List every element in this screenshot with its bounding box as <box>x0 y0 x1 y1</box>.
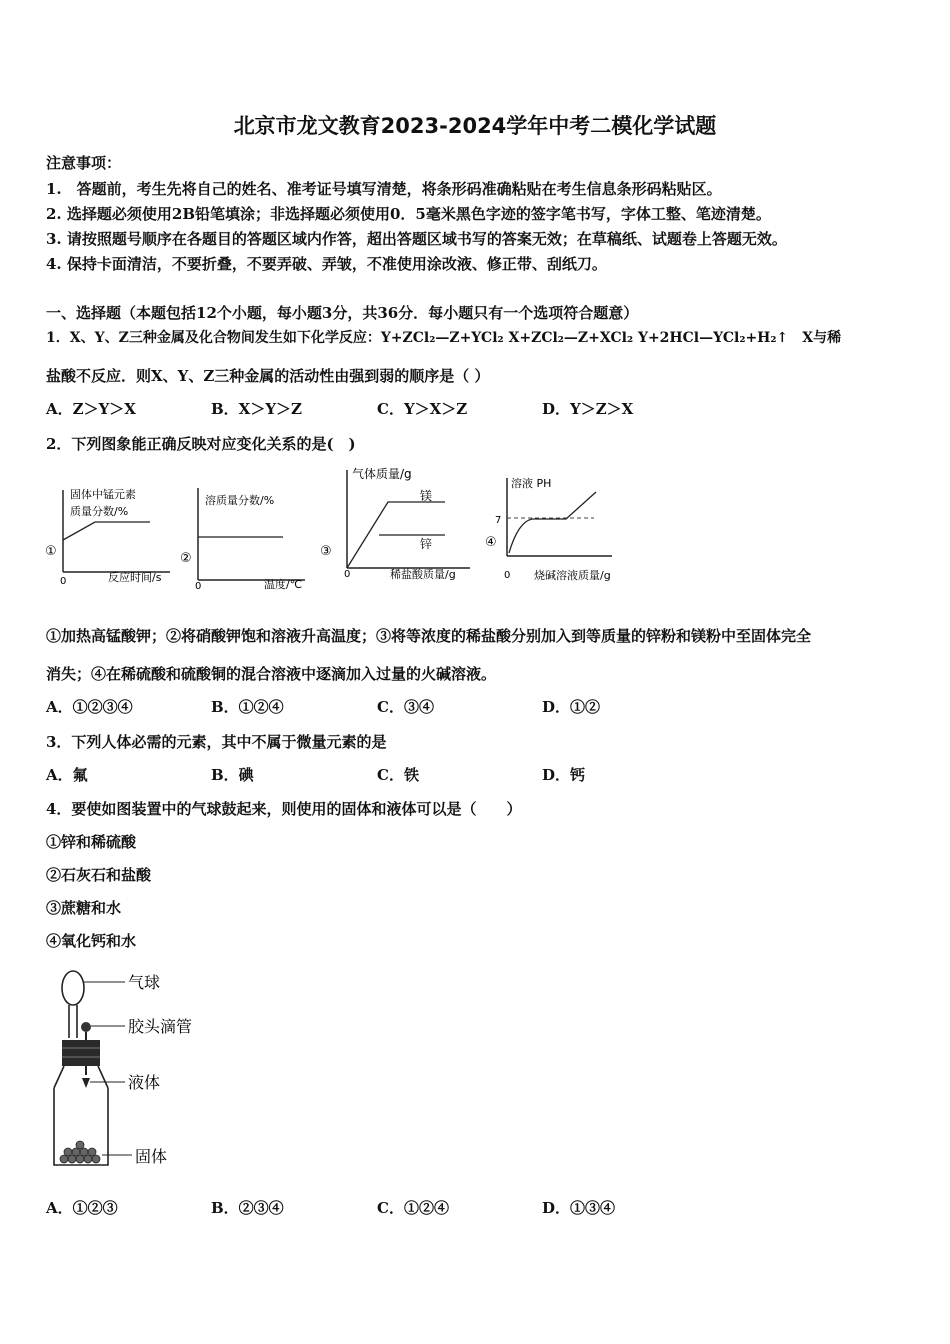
q3-stem: 3．下列人体必需的元素，其中不属于微量元素的是 <box>46 733 387 751</box>
q4-option-b[interactable]: B．②③④ <box>211 1199 284 1217</box>
label-liquid: 液体 <box>128 1073 161 1092</box>
graph-3-number: ③ <box>320 544 332 559</box>
graph-4-number: ④ <box>485 535 497 550</box>
page-title: 北京市龙文教育2023-2024学年中考二模化学试题 <box>233 114 717 138</box>
graph-3-mg-label: 镁 <box>420 489 433 503</box>
q2-option-a[interactable]: A．①②③④ <box>46 698 133 716</box>
graph-1-number: ① <box>45 544 57 559</box>
label-dropper: 胶头滴管 <box>128 1017 193 1036</box>
dropper-bulb <box>81 1022 91 1032</box>
q2-option-d[interactable]: D．①② <box>542 698 601 716</box>
graph-4-ylabel: 溶液 PH <box>511 477 552 490</box>
notice-item-2: 2. 选择题必须使用2B铅笔填涂；非选择题必须使用0．5毫米黑色字迹的签字笔书写，字体工整、笔迹清楚。 <box>46 205 771 223</box>
q4-item-2: ②石灰石和盐酸 <box>46 866 152 884</box>
q1-option-c[interactable]: C．Y＞X＞Z <box>377 400 468 418</box>
notice-heading: 注意事项： <box>46 154 122 172</box>
notice-item-4: 4. 保持卡面清洁，不要折叠，不要弄破、弄皱，不准使用涂改液、修正带、刮纸刀。 <box>46 255 607 273</box>
graph-1-xlabel: 反应时间/s <box>108 571 162 584</box>
q4-option-a[interactable]: A．①②③ <box>46 1199 118 1217</box>
q2-desc-line1: ①加热高锰酸钾；②将硝酸钾饱和溶液升高温度；③将等浓度的稀盐酸分别加入到等质量的锌粉和镁粉中至固体完全 <box>46 627 812 645</box>
graph-4 <box>485 476 612 582</box>
graph-4-curve <box>509 492 596 553</box>
q1-option-d[interactable]: D．Y＞Z＞X <box>542 400 634 418</box>
graph-3 <box>320 466 470 581</box>
graph-2-origin: 0 <box>195 581 202 590</box>
graph-1 <box>45 487 170 587</box>
graph-3-origin: 0 <box>344 569 351 580</box>
q1-option-b[interactable]: B．X＞Y＞Z <box>211 400 302 418</box>
graph-1-origin: 0 <box>60 576 67 587</box>
graph-2-ylabel: 溶质量分数/% <box>205 494 275 507</box>
q3-option-b[interactable]: B．碘 <box>211 766 254 784</box>
graph-4-xlabel: 烧碱溶液质量/g <box>534 569 611 582</box>
solid-pellets <box>60 1141 100 1163</box>
q2-stem: 2．下列图象能正确反映对应变化关系的是( ) <box>46 435 356 453</box>
graph-2-xlabel: 温度/℃ <box>264 578 303 590</box>
balloon-shape <box>62 971 84 1005</box>
q4-stem: 4．要使如图装置中的气球鼓起来，则使用的固体和液体可以是（ ） <box>46 800 522 818</box>
q3-option-d[interactable]: D．钙 <box>542 766 586 784</box>
graph-3-ylabel: 气体质量/g <box>352 467 412 481</box>
graph-1-ylabel-1: 固体中锰元素 <box>70 488 136 501</box>
dropper-tip <box>82 1078 90 1088</box>
graph-4-tick-7: 7 <box>495 515 502 526</box>
q1-stem-line2: 盐酸不反应．则X、Y、Z三种金属的活动性由强到弱的顺序是（ ） <box>46 367 490 385</box>
q4-item-1: ①锌和稀硫酸 <box>46 833 137 851</box>
graph-4-origin: 0 <box>504 570 511 581</box>
label-balloon: 气球 <box>128 973 161 992</box>
notice-item-1: 1. 答题前，考生先将自己的姓名、准考证号填写清楚，将条形码准确粘贴在考生信息条形码粘贴区。 <box>46 180 722 198</box>
q1-stem-line1: 1．X、Y、Z三种金属及化合物间发生如下化学反应：Y+ZCl₂—Z+YCl₂ X+ZCl₂—Z+XCl₂ Y+2HCl—YCl₂+H₂↑ X与稀 <box>46 330 842 346</box>
bottle-shoulder-left <box>54 1066 64 1088</box>
q2-desc-line2: 消失；④在稀硫酸和硫酸铜的混合溶液中逐滴加入过量的火碱溶液。 <box>46 665 497 683</box>
graph-2-number: ② <box>180 551 192 566</box>
q4-option-c[interactable]: C．①②④ <box>377 1199 449 1217</box>
q2-option-c[interactable]: C．③④ <box>377 698 434 716</box>
q4-option-d[interactable]: D．①③④ <box>542 1199 616 1217</box>
notice-item-3: 3. 请按照题号顺序在各题目的答题区域内作答，超出答题区域书写的答案无效；在草稿纸、试题卷上答题无效。 <box>46 230 787 248</box>
graph-3-zn-label: 锌 <box>420 537 433 551</box>
q2-option-b[interactable]: B．①②④ <box>211 698 284 716</box>
stopper <box>62 1040 100 1066</box>
graph-2 <box>180 488 305 590</box>
q3-option-a[interactable]: A．氟 <box>46 766 88 784</box>
q1-option-a[interactable]: A．Z＞Y＞X <box>46 400 136 418</box>
q4-item-3: ③蔗糖和水 <box>46 899 122 917</box>
label-solid: 固体 <box>135 1147 168 1166</box>
graph-3-xlabel: 稀盐酸质量/g <box>390 568 456 581</box>
apparatus-diagram <box>40 960 240 1175</box>
q3-option-c[interactable]: C．铁 <box>377 766 419 784</box>
graph-1-ylabel-2: 质量分数/% <box>70 505 129 518</box>
bottle-shoulder-right <box>98 1066 108 1088</box>
section-heading: 一、选择题（本题包括12个小题，每小题3分，共36分．每小题只有一个选项符合题意） <box>46 304 639 322</box>
q2-graphs <box>0 460 950 590</box>
graph-1-curve <box>63 522 150 540</box>
q4-item-4: ④氧化钙和水 <box>46 932 137 950</box>
